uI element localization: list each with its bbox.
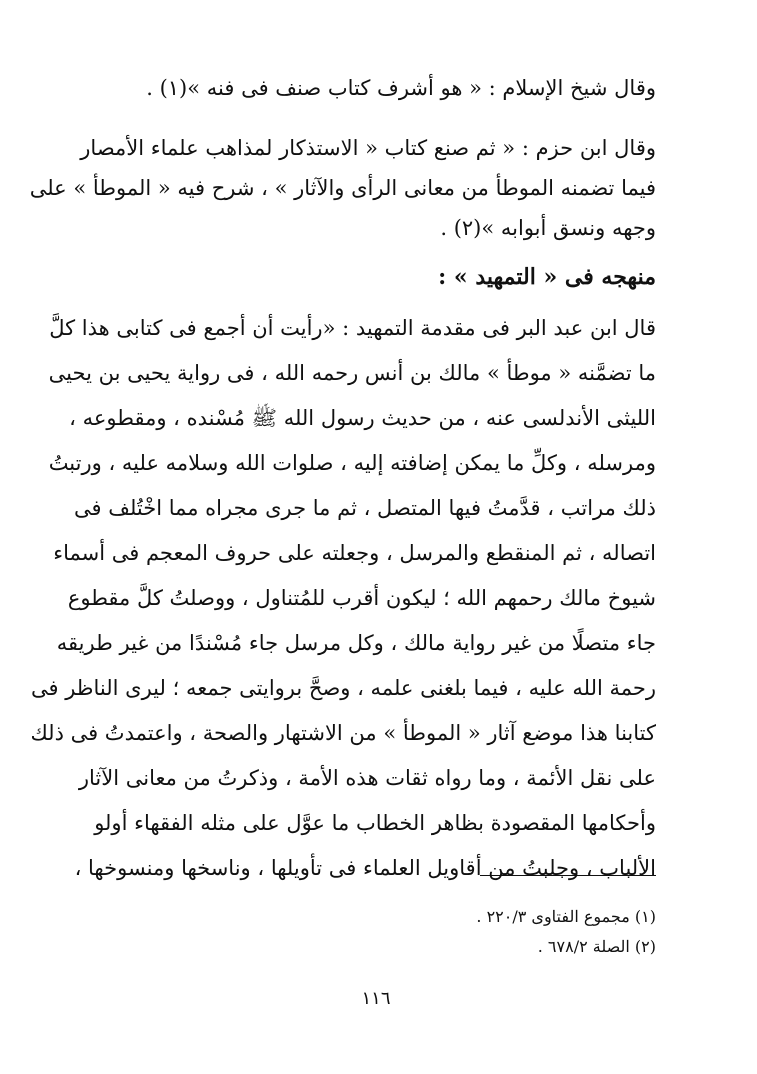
document-page xyxy=(29,0,656,1074)
body-line: الألباب ، وجلبتُ من أقاويل العلماء فى تأويلها ، وناسخها ومنسوخها ، xyxy=(74,856,656,880)
body-line: الليثى الأندلسى عنه ، من حديث رسول الله ﷺ مُسْنده ، ومقطوعه ، xyxy=(69,406,656,430)
footnote-separator xyxy=(480,875,656,876)
body-line: كتابنا هذا موضع آثار « الموطأ » من الاشتهار والصحة ، واعتمدتُ فى ذلك xyxy=(30,721,656,745)
body-line: اتصاله ، ثم المنقطع والمرسل ، وجعلته على حروف المعجم فى أسماء xyxy=(53,541,656,565)
quote-ibn-taymiyya: وقال شيخ الإسلام : « هو أشرف كتاب صنف فى فنه »(١) . xyxy=(146,76,656,100)
body-line: ومرسله ، وكلِّ ما يمكن إضافته إليه ، صلوات الله وسلامه عليه ، ورتبتُ xyxy=(48,451,656,475)
body-line: قال ابن عبد البر فى مقدمة التمهيد : «رأيت أن أجمع فى كتابى هذا كلَّ xyxy=(49,316,656,340)
page-number: ١١٦ xyxy=(361,988,391,1009)
body-line: على نقل الأئمة ، وما رواه ثقات هذه الأمة ، وذكرتُ من معانى الآثار xyxy=(78,766,656,790)
body-line: رحمة الله عليه ، فيما بلغنى علمه ، وصحَّ بروايتى جمعه ؛ ليرى الناظر فى xyxy=(31,676,656,700)
footnote-1: (١) مجموع الفتاوى ٢٢٠/٣ . xyxy=(476,907,656,926)
body-line: وأحكامها المقصودة بظاهر الخطاب ما عوَّل على مثله الفقهاء أولو xyxy=(94,811,656,835)
body-line: ما تضمَّنه « موطأ » مالك بن أنس رحمه الله ، فى رواية يحيى بن يحيى xyxy=(48,361,656,385)
quote-ibn-hazm-line-2: فيما تضمنه الموطأ من معانى الرأى والآثار » ، شرح فيه « الموطأ » على xyxy=(29,176,656,200)
quote-ibn-hazm-line-1: وقال ابن حزم : « ثم صنع كتاب « الاستذكار لمذاهب علماء الأمصار xyxy=(80,136,656,160)
quote-ibn-hazm-line-3: وجهه ونسق أبوابه »(٢) . xyxy=(440,216,656,240)
footnote-2: (٢) الصلة ٦٧٨/٢ . xyxy=(537,937,656,956)
body-line: ذلك مراتب ، قدَّمتُ فيها المتصل ، ثم ما جرى مجراه مما اخْتُلف فى xyxy=(73,496,656,520)
section-heading: منهجه فى « التمهيد » : xyxy=(438,264,656,290)
body-line: شيوخ مالك رحمهم الله ؛ ليكون أقرب للمُتناول ، ووصلتُ كلَّ مقطوع xyxy=(67,586,656,610)
body-line: جاء متصلًا من غير رواية مالك ، وكل مرسل جاء مُسْندًا من غير طريقه xyxy=(56,631,656,655)
